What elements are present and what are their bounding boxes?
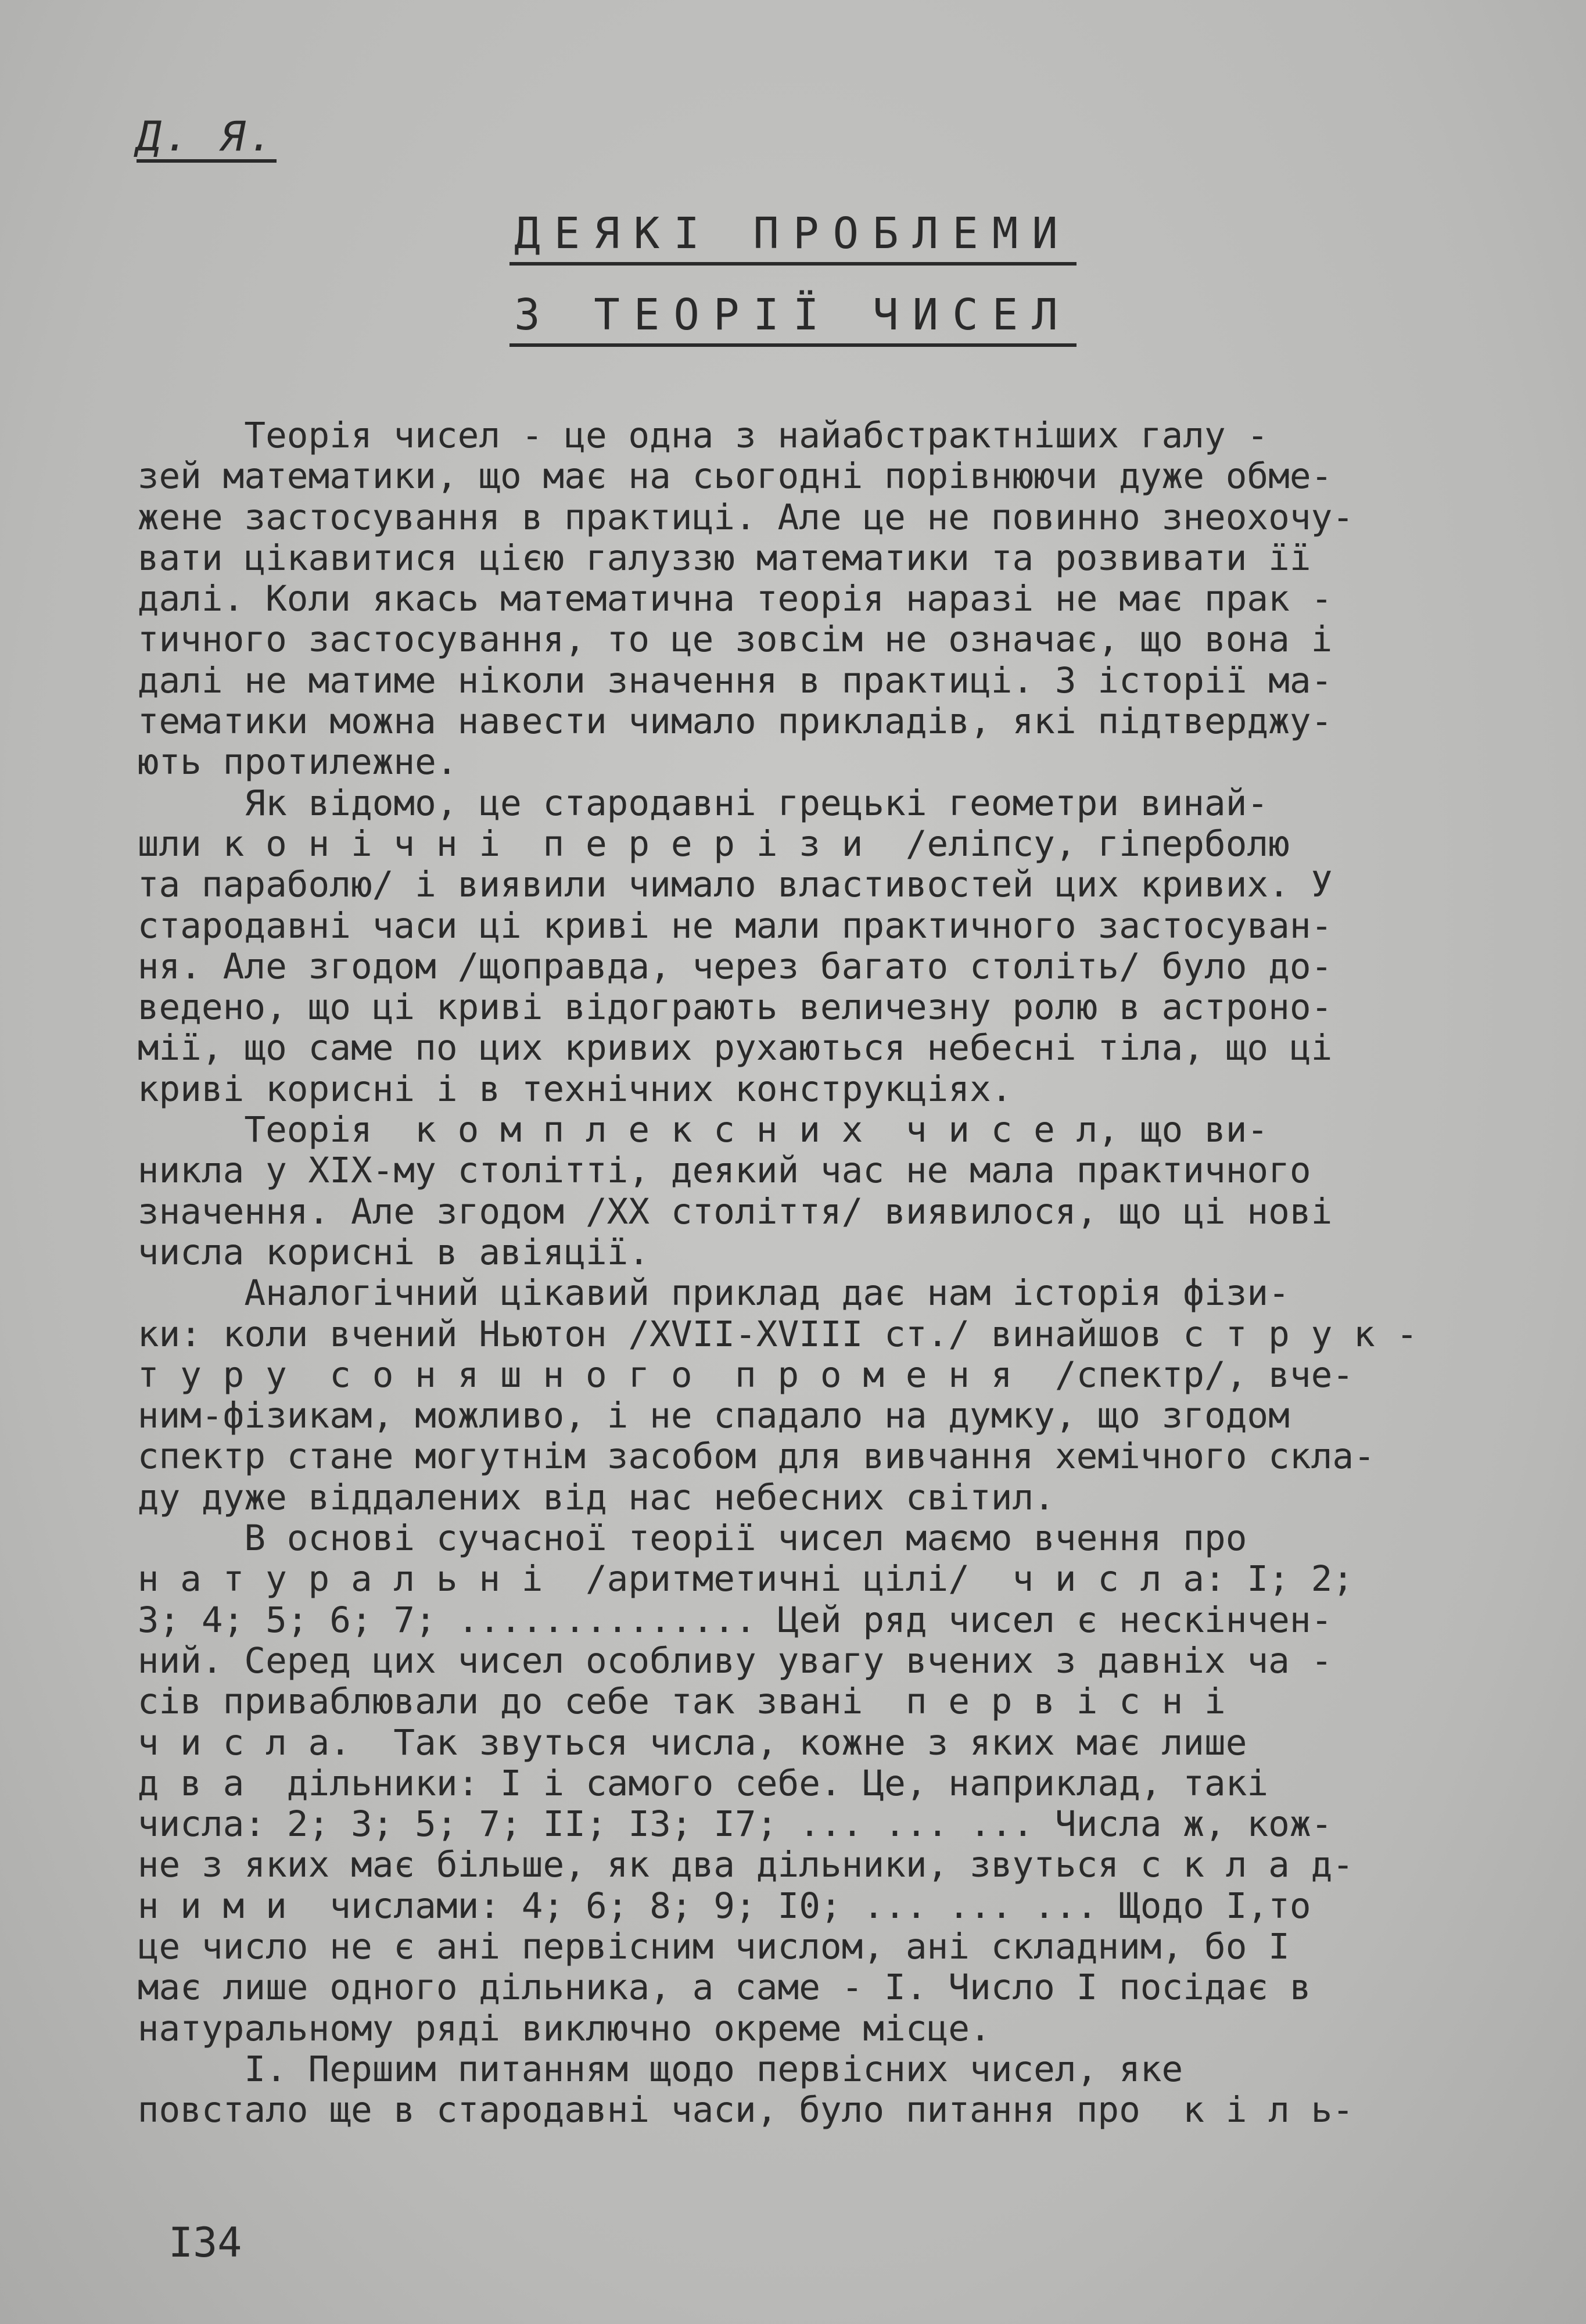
text-line: Аналогічний цікавий приклад дає нам історія фізи- — [116, 1273, 1290, 1314]
title-text-2: З ТЕОРІЇ ЧИСЕЛ — [509, 290, 1077, 347]
text-line: мії, що саме по цих кривих рухаються небесні тіла, що ці — [116, 1028, 1333, 1069]
text-line: В основі сучасної теорії чисел маємо вчення про — [116, 1518, 1247, 1559]
article-body — [116, 415, 1487, 2131]
text-line: спектр стане могутнім засобом для вивчання хемічного скла- — [116, 1436, 1375, 1477]
text-line: ня. Але згодом /щоправда, через багато століть/ було до- — [116, 946, 1333, 987]
text-line: 3; 4; 5; 6; 7; .............. Цей ряд чисел є нескінчен- — [116, 1599, 1333, 1641]
text-line: далі. Коли якась математична теорія наразі не має прак - — [116, 579, 1333, 620]
text-line: повстало ще в стародавні часи, було питання про к і л ь- — [116, 2090, 1354, 2131]
text-line: д в а дільники: I і самого себе. Це, наприклад, такі — [116, 1763, 1269, 1804]
text-line: далі не матиме ніколи значення в практиці. З історії ма- — [116, 660, 1333, 701]
text-line: має лише одного дільника, а саме - I. Число I посідає в — [116, 1967, 1311, 2009]
text-line: н и м и числами: 4; 6; 8; 9; I0; ... ... ... Щодо I,то — [116, 1885, 1311, 1927]
text-line: числа: 2; 3; 5; 7; II; I3; I7; ... ... ... Числа ж, кож- — [116, 1804, 1333, 1845]
page-number: I34 — [168, 2219, 242, 2266]
text-line: ний. Серед цих чисел особливу увагу вчених з давніх ча - — [116, 1640, 1333, 1681]
text-line: та параболю/ і виявили чимало властивостей цих кривих. У — [116, 865, 1333, 906]
text-line: н а т у р а л ь н і /аритметичні цілі/ ч и с л а: I; 2; — [116, 1559, 1354, 1600]
article-title-line-1 — [0, 209, 1586, 259]
text-line: це число не є ані первісним числом, ані складним, бо I — [116, 1926, 1290, 1967]
text-line: не з яких має більше, як два дільники, звуться с к л а д- — [116, 1845, 1354, 1886]
author-initials: Д. Я. — [137, 116, 277, 163]
text-line: ч и с л а. Так звуться числа, кожне з яких має лише — [116, 1722, 1247, 1763]
text-line: ду дуже віддалених від нас небесних світил. — [116, 1477, 1055, 1518]
text-line: криві корисні і в технічних конструкціях. — [116, 1068, 1013, 1110]
text-line: никла у XIX-му столітті, деякий час не мала практичного — [116, 1150, 1311, 1192]
title-text-1: ДЕЯКІ ПРОБЛЕМИ — [509, 209, 1077, 266]
text-line: I. Першим питанням щодо первісних чисел, яке — [116, 2049, 1183, 2090]
text-line: ки: коли вчений Ньютон /XVII-XVIII ст./ винайшов с т р у к - — [116, 1314, 1418, 1355]
text-line: т у р у с о н я ш н о г о п р о м е н я /спектр/, вче- — [116, 1354, 1354, 1396]
text-line: натуральному ряді виключно окреме місце. — [116, 2008, 991, 2049]
text-line: зей математики, що має на сьогодні порівнюючи дуже обме- — [116, 456, 1333, 497]
text-line: жене застосування в практиці. Але це не повинно знеохочу- — [116, 497, 1354, 538]
text-line: Як відомо, це стародавні грецькі геометри винай- — [116, 783, 1269, 824]
text-line: шли к о н і ч н і п е р е р і з и /еліпсу, гіперболю — [116, 823, 1290, 865]
text-line: ють протилежне. — [116, 742, 458, 783]
text-line: стародавні часи ці криві не мали практичного застосуван- — [116, 905, 1333, 946]
text-line: Теорія чисел - це одна з найабстрактніших галу - — [116, 415, 1269, 456]
text-line: тичного застосування, то це зовсім не означає, що вона і — [116, 619, 1333, 661]
text-line: тематики можна навести чимало прикладів, які підтверджу- — [116, 701, 1333, 743]
text-line: числа корисні в авіяції. — [116, 1232, 650, 1273]
text-line: вати цікавитися цією галуззю математики та розвивати її — [116, 537, 1311, 579]
text-line: ним-фізикам, можливо, і не спадало на думку, що згодом — [116, 1396, 1290, 1437]
text-line: значення. Але згодом /XX століття/ виявилося, що ці нові — [116, 1191, 1333, 1232]
text-line: Теорія к о м п л е к с н и х ч и с е л, що ви- — [116, 1110, 1269, 1151]
text-line: ведено, що ці криві відограють величезну ролю в астроно- — [116, 987, 1333, 1028]
article-title-line-2 — [0, 290, 1586, 340]
text-line: сів приваблювали до себе так звані п е р в і с н і — [116, 1681, 1226, 1723]
